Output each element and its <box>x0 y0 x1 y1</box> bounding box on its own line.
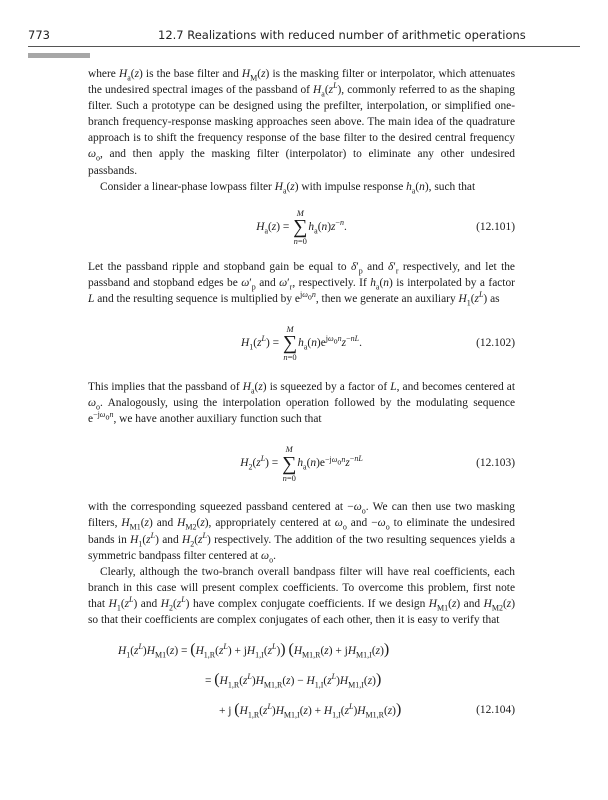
paragraph: with the corresponding squeezed passband centered at $-\omega_o$. We can then use two masking filters, $H_{M1}(z)$ and $H_{M2}(z)$, appropriately centered at $\omega_o$ and $-\omega_o$ to eliminate the undesired bands in $H_1(z^L)$ and $H_2(z^L)$ respectively. The addition of the two resulting sequences yields a symmetric bandpass filter centered at $\omega_o$. <box>88 501 516 564</box>
page-body <box>88 66 515 722</box>
paragraph: where $H_a(z)$ is the base filter and $H_M(z)$ is the masking filter or interpolator, which attenuates the undesired spectral images of the passband of $H_a(z^L)$, commonly referred to as the shaping filter. Such a prototype can be designed using the prefilter, interpolation, or simplified one-branch frequency-response masking approaches seen above. The main idea of the quadrature approach is to shift the frequency response of the base filter to the desired central frequency $\omega_o$, and then apply the masking filter (interpolator) to eliminate any other undesired passbands. <box>88 68 515 177</box>
running-header <box>28 28 580 46</box>
paragraph: Clearly, although the two-branch overall bandpass filter will have real coefficients, each branch in this case will present complex coefficients. To overcome this problem, first note that $H_1(z^L)$ and $H_2(z^L)$ have complex conjugate coefficients. If we design $H_{M1}(z)$ and $H_{M2}(z)$ so that their coefficients are complex conjugates of each other, then it is easy to verify that <box>88 565 515 626</box>
equation-12-104-line-3: + j $(H_{1,R}(z^L)H_{M1,I}(z) + H_{1,I}(z^L)H_{M1,R}(z))$ (12.104) <box>88 698 515 722</box>
page-number: 773 <box>28 28 50 42</box>
equation-number: (12.104) <box>476 704 515 717</box>
paragraph: Let the passband ripple and stopband gain be equal to $\delta'_p$ and $\delta'_r$ respectively, and let the passband and stopband edges be $\omega'_p$ and $\omega'_r$, respectively. If $h_a(n)$ is interpolated by a factor L and the resulting sequence is multiplied by $e^{j\omega_on}$, then we generate an auxiliary $H_1(z^L)$ as <box>88 260 515 308</box>
header-accent-bar <box>28 53 90 58</box>
section-title: 12.7 Realizations with reduced number of arithmetic operations <box>158 28 526 42</box>
paragraph: Consider a linear-phase lowpass filter $H_a(z)$ with impulse response $h_a(n)$, such that <box>100 180 476 195</box>
equation-number: (12.103) <box>476 457 515 470</box>
equation-12-104-line-1: $H_1(z^L)H_{M1}(z) = (H_{1,R}(z^L) + jH_{1,I}(z^L)) (H_{M1,R}(z) + jH_{M1,I}(z))$ <box>118 641 390 660</box>
equation-12-103: $H_2(z^L)$ = M ∑ n=0 $h_a(n)e^{-j\omega_on}z^{-nL}$ (12.103) <box>88 435 515 491</box>
equation-12-101: $H_a(z)$ = M ∑ n=0 $h_a(n)z^{-n}$. (12.101) <box>88 201 515 253</box>
equation-12-104-line-2: = $(H_{1,R}(z^L)H_{M1,R}(z) - H_{1,I}(z^L)H_{M1,I}(z))$ <box>205 671 382 690</box>
header-rule <box>28 46 580 47</box>
equation-number: (12.102) <box>476 337 515 350</box>
equation-12-102: $H_1(z^L)$ = M ∑ n=0 $h_a(n)e^{j\omega_on}z^{-nL}$. (12.102) <box>88 315 515 371</box>
paragraph: This implies that the passband of $H_a(z)$ is squeezed by a factor of L, and becomes centered at $\omega_o$. Analogously, using the interpolation operation followed by the modulating sequence $e^{-j\omega_on}$, we have another auxiliary function such that <box>88 381 516 426</box>
equation-number: (12.101) <box>476 220 515 233</box>
